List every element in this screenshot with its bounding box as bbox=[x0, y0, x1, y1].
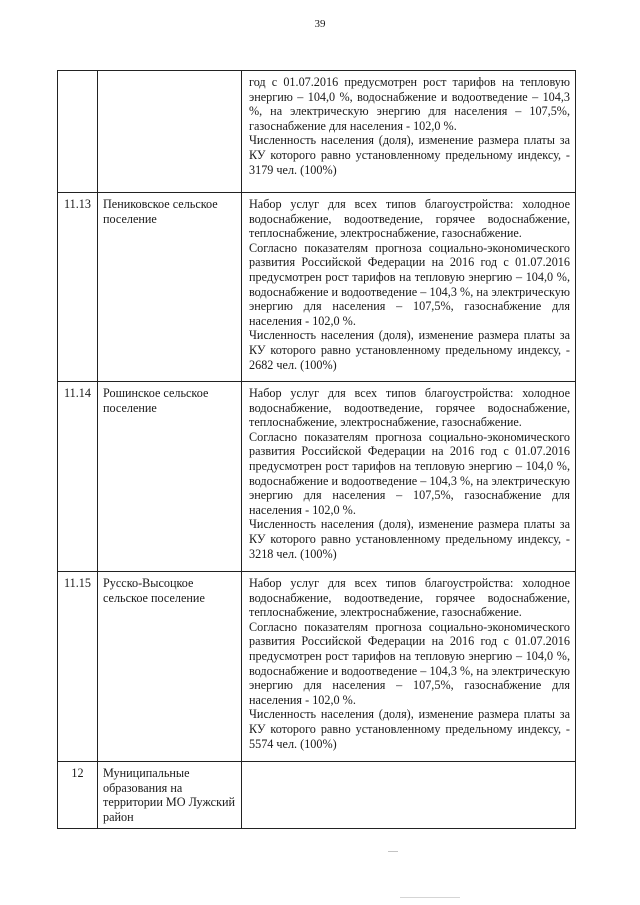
scan-artifact bbox=[400, 897, 460, 898]
description-paragraph: Согласно показателям прогноза социально-экономического развития Российской Федерации на 2016 год с 01.07.2016 предусмотрен рост тарифов на тепловую энергию – 104,0 %, водоснабжение и водоотведение – 104,3 %, на электрическую энергию для населения – 107,5%, газоснабжение для населения - 102,0 %. bbox=[249, 619, 570, 707]
description-paragraph: Численность населения (доля), изменение размера платы за КУ которого равно установленному предельному индексу, - 2682 чел. (100%) bbox=[249, 328, 570, 372]
description-paragraph: Согласно показателям прогноза социально-экономического развития Российской Федерации на 2016 год с 01.07.2016 предусмотрен рост тарифов на тепловую энергию – 104,0 %, водоснабжение и водоотведение – 104,3 %, на электрическую энергию для населения – 107,5%, газоснабжение для населения - 102,0 %. bbox=[249, 429, 570, 517]
table-row bbox=[58, 572, 576, 762]
table-row bbox=[58, 382, 576, 572]
description-paragraph: Согласно показателям прогноза социально-экономического развития Российской Федерации на 2016 год с 01.07.2016 предусмотрен рост тарифов на тепловую энергию – 104,0 %, водоснабжение и водоотведение – 104,3 %, на электрическую энергию для населения – 107,5%, газоснабжение для населения - 102,0 %. bbox=[249, 240, 570, 328]
scan-artifact bbox=[388, 851, 398, 852]
row-description bbox=[242, 382, 576, 572]
row-number: 12 bbox=[58, 762, 98, 829]
row-description bbox=[242, 71, 576, 193]
row-number bbox=[58, 71, 98, 193]
row-number: 11.14 bbox=[58, 382, 98, 572]
row-number: 11.15 bbox=[58, 572, 98, 762]
document-table bbox=[57, 70, 576, 829]
description-paragraph: Набор услуг для всех типов благоустройства: холодное водоснабжение, водоотведение, горячее водоснабжение, теплоснабжение, электроснабжение, газоснабжение. bbox=[249, 386, 570, 430]
description-paragraph: Набор услуг для всех типов благоустройства: холодное водоснабжение, водоотведение, горячее водоснабжение, теплоснабжение, электроснабжение, газоснабжение. bbox=[249, 576, 570, 620]
description-paragraph: Численность населения (доля), изменение размера платы за КУ которого равно установленному предельному индексу, - 3179 чел. (100%) bbox=[249, 133, 570, 177]
settlement-name: Муниципальные образования на территории МО Лужский район bbox=[98, 762, 242, 829]
row-description bbox=[242, 762, 576, 829]
description-paragraph: Численность населения (доля), изменение размера платы за КУ которого равно установленному предельному индексу, - 3218 чел. (100%) bbox=[249, 517, 570, 561]
row-description bbox=[242, 572, 576, 762]
settlement-name bbox=[98, 71, 242, 193]
table-row bbox=[58, 193, 576, 382]
row-description bbox=[242, 193, 576, 382]
description-paragraph: год с 01.07.2016 предусмотрен рост тарифов на тепловую энергию – 104,0 %, водоснабжение и водоотведение – 104,3 %, на электрическую энергию для населения – 107,5%, газоснабжение для населения - 102,0 %. bbox=[249, 75, 570, 133]
table-row bbox=[58, 762, 576, 829]
row-number: 11.13 bbox=[58, 193, 98, 382]
table-row bbox=[58, 71, 576, 193]
page-number: 39 bbox=[314, 18, 326, 30]
description-paragraph: Численность населения (доля), изменение размера платы за КУ которого равно установленному предельному индексу, - 5574 чел. (100%) bbox=[249, 707, 570, 751]
description-paragraph: Набор услуг для всех типов благоустройства: холодное водоснабжение, водоотведение, горячее водоснабжение, теплоснабжение, электроснабжение, газоснабжение. bbox=[249, 197, 570, 241]
settlement-name: Пениковское сельское поселение bbox=[98, 193, 242, 382]
settlement-name: Русско-Высоцкое сельское поселение bbox=[98, 572, 242, 762]
settlement-name: Рошинское сельское поселение bbox=[98, 382, 242, 572]
